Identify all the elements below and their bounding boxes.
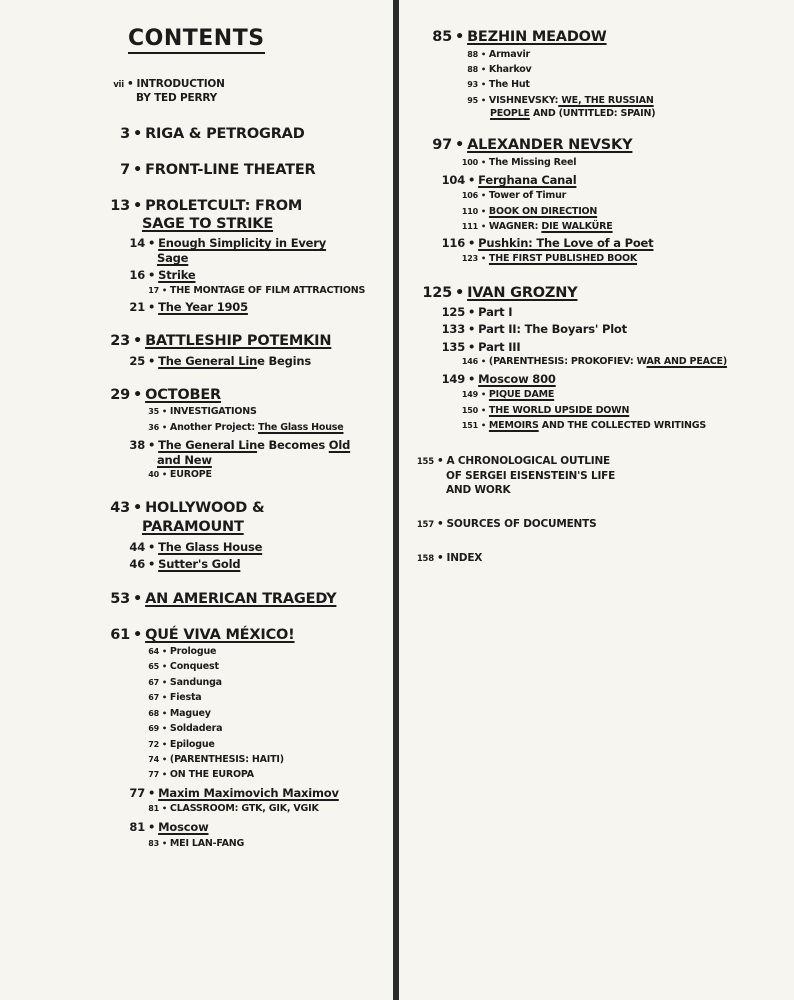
entry-title: Ferghana Canal xyxy=(478,173,577,187)
toc-entry[interactable] xyxy=(422,29,607,45)
page-number: 17 xyxy=(148,286,159,295)
page-number: 149 xyxy=(441,372,465,386)
toc-entry[interactable] xyxy=(120,300,248,314)
page-number: 3 xyxy=(120,126,130,142)
toc-entry[interactable] xyxy=(456,221,613,232)
page-number: 123 xyxy=(461,254,478,263)
toc-entry[interactable] xyxy=(120,786,339,800)
bullet-icon: • xyxy=(468,305,476,319)
page-number: 74 xyxy=(148,755,159,764)
toc-entry[interactable] xyxy=(412,552,482,564)
toc-entry[interactable] xyxy=(100,333,331,349)
page-number: 111 xyxy=(461,222,478,231)
toc-entry[interactable] xyxy=(412,518,596,530)
bullet-icon: • xyxy=(148,268,156,282)
toc-entry[interactable] xyxy=(440,236,653,250)
bullet-icon: • xyxy=(148,438,156,452)
page-number: 35 xyxy=(148,407,159,416)
entry-title: AN AMERICAN TRAGEDY xyxy=(145,591,337,607)
entry-title: PROLETCULT: FROM xyxy=(145,198,303,214)
page-number: 110 xyxy=(461,207,478,216)
toc-entry[interactable] xyxy=(137,661,219,672)
entry-title: Part I xyxy=(478,305,513,319)
bullet-icon: • xyxy=(162,286,167,295)
entry-title: THE WORLD UPSIDE DOWN xyxy=(488,405,630,416)
entry-title: QUÉ VIVA MÉXICO! xyxy=(145,627,295,643)
entry-title: Another Project: The Glass House xyxy=(169,422,344,433)
entry-title: ON THE EUROPA xyxy=(169,769,254,780)
entry-title: Conquest xyxy=(169,661,219,672)
entry-title: Strike xyxy=(158,268,196,282)
page-number: 77 xyxy=(148,770,159,779)
toc-entry-continuation: Sage xyxy=(157,251,189,265)
toc-entry[interactable] xyxy=(120,438,350,452)
bullet-icon: • xyxy=(455,29,465,45)
entry-title: ALEXANDER NEVSKY xyxy=(467,137,633,153)
toc-entry[interactable] xyxy=(137,406,257,417)
bullet-icon: • xyxy=(481,390,486,399)
toc-entry[interactable] xyxy=(456,389,554,400)
contents-heading: CONTENTS xyxy=(128,26,265,54)
page-number: 43 xyxy=(110,500,130,516)
bullet-icon: • xyxy=(162,470,167,479)
toc-entry[interactable] xyxy=(456,64,532,75)
entry-title: Tower of Timur xyxy=(488,190,567,201)
bullet-icon: • xyxy=(481,421,486,430)
bullet-icon: • xyxy=(162,423,167,432)
page-number: 100 xyxy=(461,158,478,167)
toc-entry[interactable] xyxy=(456,49,530,60)
bullet-icon: • xyxy=(162,662,167,671)
entry-title: THE MONTAGE OF FILM ATTRACTIONS xyxy=(169,285,366,296)
bullet-icon: • xyxy=(133,333,143,349)
toc-entry[interactable] xyxy=(137,803,319,814)
entry-title: Pushkin: The Love of a Poet xyxy=(478,236,654,250)
page-number: 158 xyxy=(416,554,434,564)
page-number: 36 xyxy=(148,423,159,432)
bullet-icon: • xyxy=(162,839,167,848)
entry-title: OCTOBER xyxy=(145,387,221,403)
page-number: 53 xyxy=(110,591,130,607)
toc-entry[interactable] xyxy=(137,285,365,296)
page-number: 29 xyxy=(110,387,130,403)
toc-entry[interactable] xyxy=(137,469,212,480)
toc-entry[interactable] xyxy=(456,405,629,416)
entry-title: WAGNER: DIE WALKÜRE xyxy=(488,221,613,232)
entry-title: Sandunga xyxy=(169,677,222,688)
page-number: 61 xyxy=(110,627,130,643)
toc-entry[interactable] xyxy=(120,354,311,368)
entry-title: Sutter's Gold xyxy=(158,557,241,571)
bullet-icon: • xyxy=(468,340,476,354)
bullet-icon: • xyxy=(162,740,167,749)
page-number: 88 xyxy=(467,50,478,59)
bullet-icon: • xyxy=(437,552,444,564)
page-number: 81 xyxy=(148,804,159,813)
page-number: 93 xyxy=(467,80,478,89)
bullet-icon: • xyxy=(133,162,143,178)
entry-title: RIGA & PETROGRAD xyxy=(145,126,305,142)
page-number: 38 xyxy=(129,438,145,452)
page-number: 72 xyxy=(148,740,159,749)
toc-entry[interactable] xyxy=(137,838,244,849)
toc-entry[interactable] xyxy=(456,95,654,106)
bullet-icon: • xyxy=(481,254,486,263)
bullet-icon: • xyxy=(481,406,486,415)
page-number: 64 xyxy=(148,647,159,656)
toc-entry[interactable] xyxy=(137,692,202,703)
toc-entry[interactable] xyxy=(120,540,262,554)
page-number: 133 xyxy=(441,322,465,336)
bullet-icon: • xyxy=(481,222,486,231)
toc-entry[interactable] xyxy=(456,190,566,201)
toc-entry[interactable] xyxy=(137,708,211,719)
entry-title: Moscow xyxy=(158,820,209,834)
toc-entry[interactable] xyxy=(120,557,240,571)
bullet-icon: • xyxy=(148,557,156,571)
bullet-icon: • xyxy=(455,137,465,153)
page-number: 149 xyxy=(461,390,478,399)
entry-title: MEI LAN-FANG xyxy=(169,838,245,849)
toc-entry[interactable] xyxy=(456,253,637,264)
entry-title: BOOK ON DIRECTION xyxy=(488,206,598,217)
bullet-icon: • xyxy=(133,126,143,142)
bullet-icon: • xyxy=(148,540,156,554)
entry-title: Prologue xyxy=(169,646,217,657)
toc-entry[interactable] xyxy=(137,677,222,688)
entry-title: BEZHIN MEADOW xyxy=(467,29,607,45)
page-number: 7 xyxy=(120,162,130,178)
page-number: 104 xyxy=(441,173,465,187)
toc-entry-continuation: OF SERGEI EISENSTEIN'S LIFE xyxy=(446,470,616,482)
bullet-icon: • xyxy=(481,191,486,200)
entry-title: Fiesta xyxy=(169,692,202,703)
bullet-icon: • xyxy=(148,786,156,800)
entry-title: Maxim Maximovich Maximov xyxy=(158,786,339,800)
entry-title: PIQUE DAME xyxy=(488,389,555,400)
bullet-icon: • xyxy=(437,518,444,530)
page-number: 125 xyxy=(422,285,452,301)
toc-entry[interactable] xyxy=(137,754,284,765)
entry-title: MEMOIRS AND THE COLLECTED WRITINGS xyxy=(488,420,707,431)
entry-title: The Year 1905 xyxy=(158,300,248,314)
entry-title: Soldadera xyxy=(169,723,223,734)
page-number: 85 xyxy=(432,29,452,45)
entry-title: HOLLYWOOD & xyxy=(145,500,265,516)
page-number: 151 xyxy=(461,421,478,430)
toc-entry[interactable] xyxy=(440,305,512,319)
page-number: 67 xyxy=(148,693,159,702)
toc-entry[interactable] xyxy=(456,157,576,168)
toc-entry[interactable] xyxy=(456,356,727,367)
entry-title: The Glass House xyxy=(158,540,263,554)
toc-entry[interactable] xyxy=(440,173,576,187)
toc-entry[interactable] xyxy=(422,285,577,301)
entry-title: INVESTIGATIONS xyxy=(169,406,257,417)
entry-title: CLASSROOM: GTK, GIK, VGIK xyxy=(169,803,319,814)
entry-title: The General Line Becomes Old xyxy=(158,438,351,452)
entry-title: Epilogue xyxy=(169,739,215,750)
bullet-icon: • xyxy=(162,709,167,718)
toc-entry[interactable] xyxy=(100,198,302,214)
bullet-icon: • xyxy=(133,387,143,403)
bullet-icon: • xyxy=(481,158,486,167)
toc-entry[interactable] xyxy=(440,322,627,336)
toc-entry-continuation: AND WORK xyxy=(446,484,511,496)
toc-entry[interactable] xyxy=(440,340,520,354)
toc-entry[interactable] xyxy=(102,78,225,90)
bullet-icon: • xyxy=(133,198,143,214)
toc-entry[interactable] xyxy=(412,455,610,467)
entry-title: A CHRONOLOGICAL OUTLINE xyxy=(446,455,611,467)
toc-entry[interactable] xyxy=(137,739,215,750)
bullet-icon: • xyxy=(468,372,476,386)
page-number: 67 xyxy=(148,678,159,687)
toc-entry[interactable] xyxy=(137,769,254,780)
entry-title: Enough Simplicity in Every xyxy=(158,236,327,250)
page-number: vii xyxy=(113,80,124,90)
toc-entry[interactable] xyxy=(100,591,336,607)
bullet-icon: • xyxy=(148,300,156,314)
page-number: 97 xyxy=(432,137,452,153)
toc-entry-continuation: PARAMOUNT xyxy=(142,519,244,535)
page-number: 14 xyxy=(129,236,145,250)
entry-title: Armavir xyxy=(488,49,531,60)
bullet-icon: • xyxy=(162,678,167,687)
entry-title: SOURCES OF DOCUMENTS xyxy=(446,518,597,530)
page-number: 40 xyxy=(148,470,159,479)
bullet-icon: • xyxy=(133,500,143,516)
toc-entry[interactable] xyxy=(120,236,326,250)
entry-title: Maguey xyxy=(169,708,211,719)
bullet-icon: • xyxy=(133,627,143,643)
page-number: 116 xyxy=(441,236,465,250)
bullet-icon: • xyxy=(162,724,167,733)
entry-title: EUROPE xyxy=(169,469,212,480)
bullet-icon: • xyxy=(455,285,465,301)
toc-entry-continuation: SAGE TO STRIKE xyxy=(142,216,274,232)
entry-title: THE FIRST PUBLISHED BOOK xyxy=(488,253,638,264)
bullet-icon: • xyxy=(162,804,167,813)
entry-title: The Missing Reel xyxy=(488,157,577,168)
bullet-icon: • xyxy=(437,455,444,467)
entry-title: VISHNEVSKY: WE, THE RUSSIAN xyxy=(488,95,654,106)
bullet-icon: • xyxy=(162,647,167,656)
page-number: 106 xyxy=(461,191,478,200)
page-number: 135 xyxy=(441,340,465,354)
entry-title: INDEX xyxy=(446,552,483,564)
page-number: 69 xyxy=(148,724,159,733)
toc-entry[interactable] xyxy=(100,387,221,403)
bullet-icon: • xyxy=(162,755,167,764)
bullet-icon: • xyxy=(468,173,476,187)
bullet-icon: • xyxy=(481,80,486,89)
entry-title: FRONT-LINE THEATER xyxy=(145,162,316,178)
entry-title: Moscow 800 xyxy=(478,372,556,386)
bullet-icon: • xyxy=(481,65,486,74)
page-number: 125 xyxy=(441,305,465,319)
bullet-icon: • xyxy=(481,50,486,59)
bullet-icon: • xyxy=(133,591,143,607)
bullet-icon: • xyxy=(162,407,167,416)
page-number: 13 xyxy=(110,198,130,214)
page-number: 146 xyxy=(461,357,478,366)
toc-entry[interactable] xyxy=(137,422,343,433)
toc-entry[interactable] xyxy=(137,646,216,657)
toc-entry[interactable] xyxy=(440,372,556,386)
page-number: 83 xyxy=(148,839,159,848)
entry-title: Part II: The Boyars' Plot xyxy=(478,322,627,336)
page-number: 65 xyxy=(148,662,159,671)
entry-title: (PARENTHESIS: HAITI) xyxy=(169,754,284,765)
bullet-icon: • xyxy=(162,693,167,702)
page-number: 81 xyxy=(129,820,145,834)
page-number: 95 xyxy=(467,96,478,105)
page-number: 68 xyxy=(148,709,159,718)
page-number: 157 xyxy=(416,520,434,530)
page-number: 44 xyxy=(129,540,145,554)
bullet-icon: • xyxy=(148,820,156,834)
bullet-icon: • xyxy=(468,236,476,250)
toc-entry[interactable] xyxy=(100,500,264,516)
bullet-icon: • xyxy=(162,770,167,779)
entry-title: Kharkov xyxy=(488,64,532,75)
page-number: 16 xyxy=(129,268,145,282)
toc-entry-continuation: PEOPLE AND (UNTITLED: SPAIN) xyxy=(490,108,656,119)
entry-title: IVAN GROZNY xyxy=(467,285,578,301)
toc-entry[interactable] xyxy=(100,162,316,178)
toc-entry[interactable] xyxy=(456,79,530,90)
entry-title: The General Line Begins xyxy=(158,354,312,368)
page-number: 155 xyxy=(416,457,434,467)
entry-title: BATTLESHIP POTEMKIN xyxy=(145,333,332,349)
page-number: 25 xyxy=(129,354,145,368)
bullet-icon: • xyxy=(127,78,134,90)
toc-entry[interactable] xyxy=(456,206,597,217)
toc-entry[interactable] xyxy=(100,126,305,142)
bullet-icon: • xyxy=(481,207,486,216)
toc-entry[interactable] xyxy=(137,723,222,734)
page-number: 46 xyxy=(129,557,145,571)
bullet-icon: • xyxy=(468,322,476,336)
toc-entry-continuation: BY TED PERRY xyxy=(136,92,218,104)
entry-title: Part III xyxy=(478,340,521,354)
page-number: 88 xyxy=(467,65,478,74)
toc-entry[interactable] xyxy=(120,268,196,282)
toc-entry[interactable] xyxy=(422,137,632,153)
toc-entry[interactable] xyxy=(120,820,209,834)
entry-title: (PARENTHESIS: PROKOFIEV: WAR AND PEACE) xyxy=(488,356,727,367)
page-number: 23 xyxy=(110,333,130,349)
toc-entry-continuation: and New xyxy=(157,453,212,467)
entry-title: The Hut xyxy=(488,79,530,90)
bullet-icon: • xyxy=(481,357,486,366)
page-number: 21 xyxy=(129,300,145,314)
toc-entry[interactable] xyxy=(100,627,295,643)
bullet-icon: • xyxy=(148,354,156,368)
toc-entry[interactable] xyxy=(456,420,706,431)
page-number: 77 xyxy=(129,786,145,800)
bullet-icon: • xyxy=(481,96,486,105)
entry-title: INTRODUCTION xyxy=(136,78,225,90)
bullet-icon: • xyxy=(148,236,156,250)
page-number: 150 xyxy=(461,406,478,415)
